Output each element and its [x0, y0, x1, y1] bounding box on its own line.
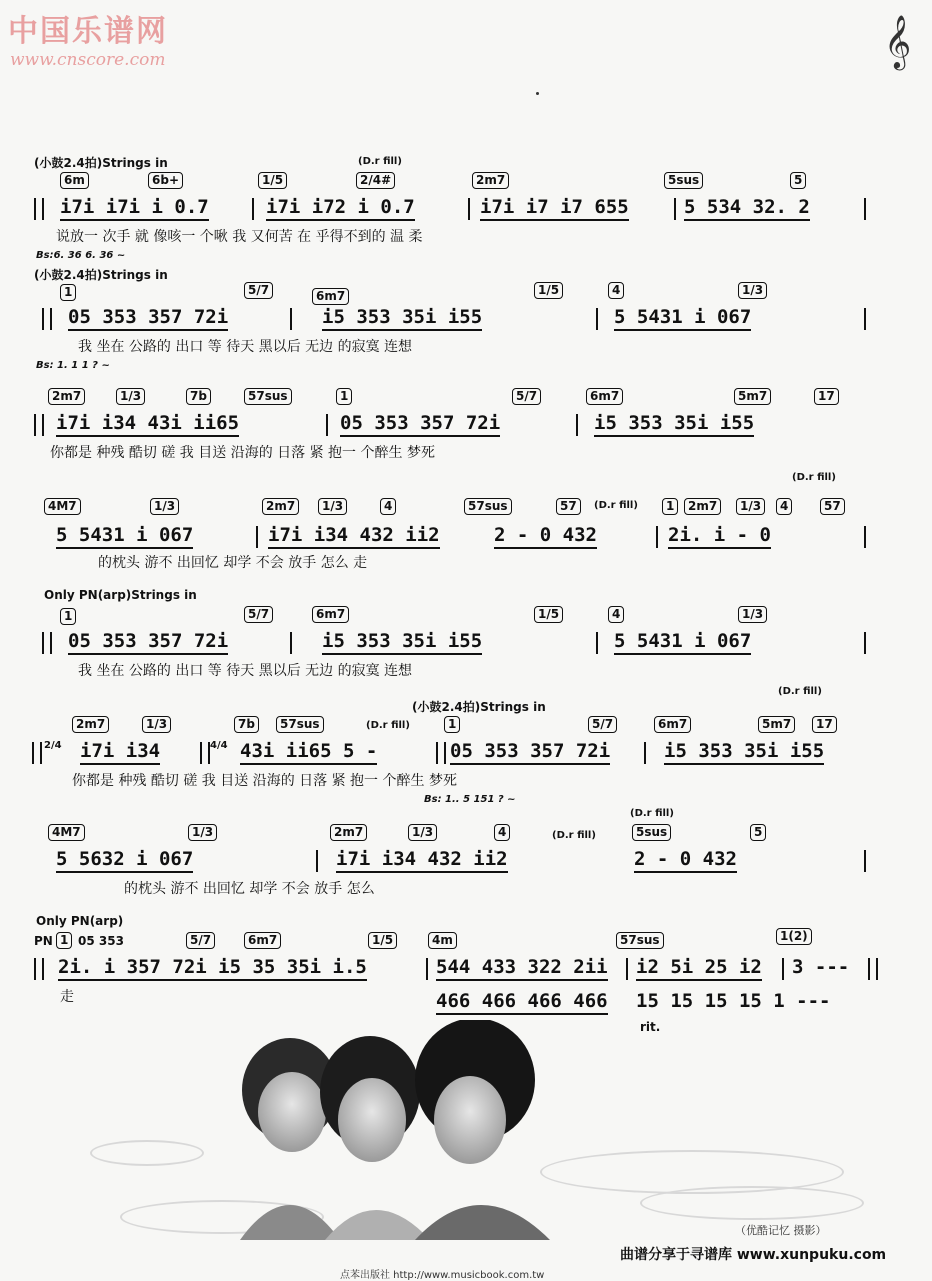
notes: 2i. i - 0: [668, 524, 771, 549]
lyrics: 的枕头 游不 出回忆 却学 不会 放手 怎么: [124, 881, 375, 897]
chord-symbol: 1/3: [736, 498, 765, 515]
notes: i5 353 35i i55: [664, 740, 824, 765]
lyrics: 的枕头 游不 出回忆 却学 不会 放手 怎么 走: [98, 555, 368, 571]
chord-symbol: 1/3: [150, 498, 179, 515]
notes: 3 ---: [792, 956, 850, 978]
chord-symbol: 6m: [60, 172, 89, 189]
notes: 2 - 0 432: [494, 524, 597, 549]
chord-symbol: 4m: [428, 932, 457, 949]
barline: [656, 526, 658, 548]
lyrics-row: [0, 660, 932, 680]
chord-symbol: 1/5: [534, 282, 563, 299]
notes: 5 5431 i 067: [614, 306, 751, 331]
system-note: (小鼓2.4拍)Strings in: [412, 700, 546, 714]
chord-symbol: 1/3: [318, 498, 347, 515]
barline: [868, 958, 878, 980]
chord-symbol: 6b+: [148, 172, 183, 189]
barline: [864, 198, 866, 220]
chord-symbol: 17: [812, 716, 837, 733]
chord-symbol: 5: [750, 824, 766, 841]
barline: [864, 850, 866, 872]
notes: i2 5i 25 i2: [636, 956, 762, 981]
notes: i5 353 35i i55: [322, 306, 482, 331]
chord-symbol: 2m7: [684, 498, 721, 515]
notes: 2i. i 357 72i i5 35 35i i.5: [58, 956, 367, 981]
staff: [0, 412, 932, 440]
chord-symbol: 4: [380, 498, 396, 515]
fill-mark: (D.r fill): [778, 686, 822, 697]
notes: 43i ii65 5 -: [240, 740, 377, 765]
notes: i7i i34: [80, 740, 160, 765]
barline: [34, 958, 44, 980]
chord-symbol: 5sus: [632, 824, 671, 841]
chord-symbol: 6m7: [312, 288, 349, 305]
watermark-title: 中国乐谱网: [8, 14, 168, 49]
chord-symbol: 1/5: [368, 932, 397, 949]
lyrics-row: [0, 336, 932, 356]
notes: 15 15 15 15 1 ---: [636, 990, 831, 1012]
barline: [290, 308, 292, 330]
chord-symbol: 1/3: [142, 716, 171, 733]
chord-symbol: 6m7: [244, 932, 281, 949]
chord-symbol: 4: [494, 824, 510, 841]
bass-line: Bs:6. 36 6. 36 ~: [36, 250, 126, 261]
fill-mark: (D.r fill): [792, 472, 836, 483]
lyrics: 说放一 次手 就 像咳一 个啾 我 又何苦 在 乎得不到的 温 柔: [56, 229, 423, 245]
notes: i7i i7i i 0.7: [60, 196, 209, 221]
barline: [644, 742, 646, 764]
group-photo: [230, 1020, 570, 1240]
chord-symbol: 7b: [234, 716, 259, 733]
chord-row: [0, 172, 932, 194]
chord-symbol: 6m7: [312, 606, 349, 623]
lyrics: 我 坐在 公路的 出口 等 待天 黑以后 无边 的寂寞 连想: [78, 339, 413, 355]
pn-notes: 05 353: [78, 934, 124, 948]
rit-mark: rit.: [640, 1020, 661, 1034]
fill-mark: (D.r fill): [594, 500, 638, 511]
chord-symbol: 1: [56, 932, 72, 949]
notes: i7i i34 432 ii2: [336, 848, 508, 873]
lyrics-row: [0, 770, 932, 790]
publisher-footer: 点苯出版社 http://www.musicbook.com.tw: [340, 1270, 545, 1281]
chord-row: [0, 824, 932, 846]
chord-symbol: 57: [556, 498, 581, 515]
system-note: Only PN(arp)Strings in: [44, 588, 197, 602]
barline: [290, 632, 292, 654]
notes: 5 5431 i 067: [56, 524, 193, 549]
photo-credit: （优酷记忆 摄影）: [735, 1224, 827, 1237]
staff: [0, 956, 932, 984]
chord-symbol: 2m7: [330, 824, 367, 841]
chord-symbol: 1/3: [116, 388, 145, 405]
notes: 05 353 357 72i: [340, 412, 500, 437]
notes: 2 - 0 432: [634, 848, 737, 873]
lyrics-row: [0, 878, 932, 898]
lyrics: 走: [60, 989, 74, 1005]
barline: [864, 526, 866, 548]
barline: [200, 742, 210, 764]
staff: [0, 848, 932, 876]
barline: [864, 308, 866, 330]
time-signature: 4/4: [210, 740, 228, 751]
notes: 5 5431 i 067: [614, 630, 751, 655]
staff: [0, 524, 932, 552]
chord-row: [0, 498, 932, 520]
fill-mark: (D.r fill): [630, 808, 674, 819]
system-note: (小鼓2.4拍)Strings in: [34, 156, 168, 170]
speck: [536, 92, 539, 95]
fill-mark: (D.r fill): [552, 830, 596, 841]
barline: [468, 198, 470, 220]
barline: [42, 308, 52, 330]
chord-symbol: 57sus: [464, 498, 512, 515]
chord-symbol: 57sus: [244, 388, 292, 405]
watermark-url: www.cnscore.com: [10, 50, 166, 70]
barline: [32, 742, 42, 764]
chord-symbol: 4: [608, 282, 624, 299]
barline: [316, 850, 318, 872]
chord-symbol: 1(2): [776, 928, 812, 945]
lyrics-row: [0, 552, 932, 572]
barline: [34, 414, 44, 436]
notes: i5 353 35i i55: [594, 412, 754, 437]
staff-lower: [0, 990, 932, 1018]
chord-symbol: 1/3: [408, 824, 437, 841]
notes: 466 466 466 466: [436, 990, 608, 1015]
chord-symbol: 2m7: [262, 498, 299, 515]
barline: [426, 958, 428, 980]
chord-symbol: 5m7: [758, 716, 795, 733]
lyrics: 我 坐在 公路的 出口 等 待天 黑以后 无边 的寂寞 连想: [78, 663, 413, 679]
chord-symbol: 4M7: [48, 824, 85, 841]
notes: i7i i34 432 ii2: [268, 524, 440, 549]
time-signature: 2/4: [44, 740, 62, 751]
chord-symbol: 5/7: [244, 606, 273, 623]
chord-symbol: 57: [820, 498, 845, 515]
chord-symbol: 5/7: [512, 388, 541, 405]
chord-symbol: 5m7: [734, 388, 771, 405]
fill-mark: (D.r fill): [366, 720, 410, 731]
notes: 544 433 322 2ii: [436, 956, 608, 981]
system-note: (小鼓2.4拍)Strings in: [34, 268, 168, 282]
chord-symbol: 1/5: [534, 606, 563, 623]
chord-row: [0, 388, 932, 410]
barline: [596, 632, 598, 654]
chord-symbol: 2m7: [472, 172, 509, 189]
decor-ring: [90, 1140, 204, 1166]
barline: [782, 958, 784, 980]
fill-mark: (D.r fill): [358, 156, 402, 167]
notes: i7i i34 43i ii65: [56, 412, 239, 437]
staff: [0, 306, 932, 334]
chord-symbol: 5/7: [186, 932, 215, 949]
notes: 05 353 357 72i: [68, 306, 228, 331]
chord-symbol: 5/7: [588, 716, 617, 733]
chord-symbol: 1: [444, 716, 460, 733]
notes: 5 5632 i 067: [56, 848, 193, 873]
notes: 5 534 32. 2: [684, 196, 810, 221]
lyrics-row: [0, 226, 932, 246]
chord-row: [0, 716, 932, 738]
notes: i5 353 35i i55: [322, 630, 482, 655]
chord-symbol: 5: [790, 172, 806, 189]
chord-symbol: 4: [608, 606, 624, 623]
chord-symbol: 2/4#: [356, 172, 395, 189]
barline: [436, 742, 446, 764]
barline: [42, 632, 52, 654]
barline: [864, 632, 866, 654]
chord-symbol: 57sus: [616, 932, 664, 949]
barline: [252, 198, 254, 220]
treble-clef-icon: 𝄞: [884, 14, 912, 68]
chord-symbol: 1: [662, 498, 678, 515]
staff: [0, 196, 932, 224]
chord-symbol: 57sus: [276, 716, 324, 733]
barline: [626, 958, 628, 980]
bass-line: Bs: 1. 1 1 ? ~: [36, 360, 110, 371]
chord-symbol: 6m7: [586, 388, 623, 405]
chord-symbol: 7b: [186, 388, 211, 405]
chord-row: [0, 282, 932, 304]
bass-line: Bs: 1.. 5 151 ? ~: [424, 794, 516, 805]
barline: [576, 414, 578, 436]
chord-symbol: 2m7: [72, 716, 109, 733]
notes: 05 353 357 72i: [68, 630, 228, 655]
chord-symbol: 5/7: [244, 282, 273, 299]
chord-row: [0, 929, 932, 954]
chord-symbol: 1/3: [738, 282, 767, 299]
notes: i7i i7 i7 655: [480, 196, 629, 221]
lyrics: 你都是 种残 酷切 磋 我 目送 沿海的 日落 紧 抱一 个醉生 梦死: [72, 773, 457, 789]
chord-symbol: 1/3: [188, 824, 217, 841]
chord-symbol: 4: [776, 498, 792, 515]
chord-symbol: 1/5: [258, 172, 287, 189]
barline: [256, 526, 258, 548]
notes: 05 353 357 72i: [450, 740, 610, 765]
lyrics: 你都是 种残 酷切 磋 我 目送 沿海的 日落 紧 抱一 个醉生 梦死: [50, 445, 435, 461]
notes: i7i i72 i 0.7: [266, 196, 415, 221]
share-footer: 曲谱分享于寻谱库 www.xunpuku.com: [620, 1247, 887, 1263]
pn-label: PN: [34, 934, 53, 948]
chord-symbol: 1: [336, 388, 352, 405]
chord-symbol: 2m7: [48, 388, 85, 405]
barline: [596, 308, 598, 330]
staff: [0, 630, 932, 658]
chord-symbol: 1/3: [738, 606, 767, 623]
decor-ring: [640, 1186, 864, 1220]
lyrics-row: [0, 442, 932, 462]
chord-symbol: 17: [814, 388, 839, 405]
chord-symbol: 1: [60, 608, 76, 625]
barline: [34, 198, 44, 220]
chord-symbol: 5sus: [664, 172, 703, 189]
chord-symbol: 1: [60, 284, 76, 301]
barline: [326, 414, 328, 436]
chord-symbol: 6m7: [654, 716, 691, 733]
system-note: Only PN(arp): [36, 914, 124, 928]
barline: [674, 198, 676, 220]
chord-symbol: 4M7: [44, 498, 81, 515]
chord-row: [0, 606, 932, 628]
staff: [0, 740, 932, 768]
